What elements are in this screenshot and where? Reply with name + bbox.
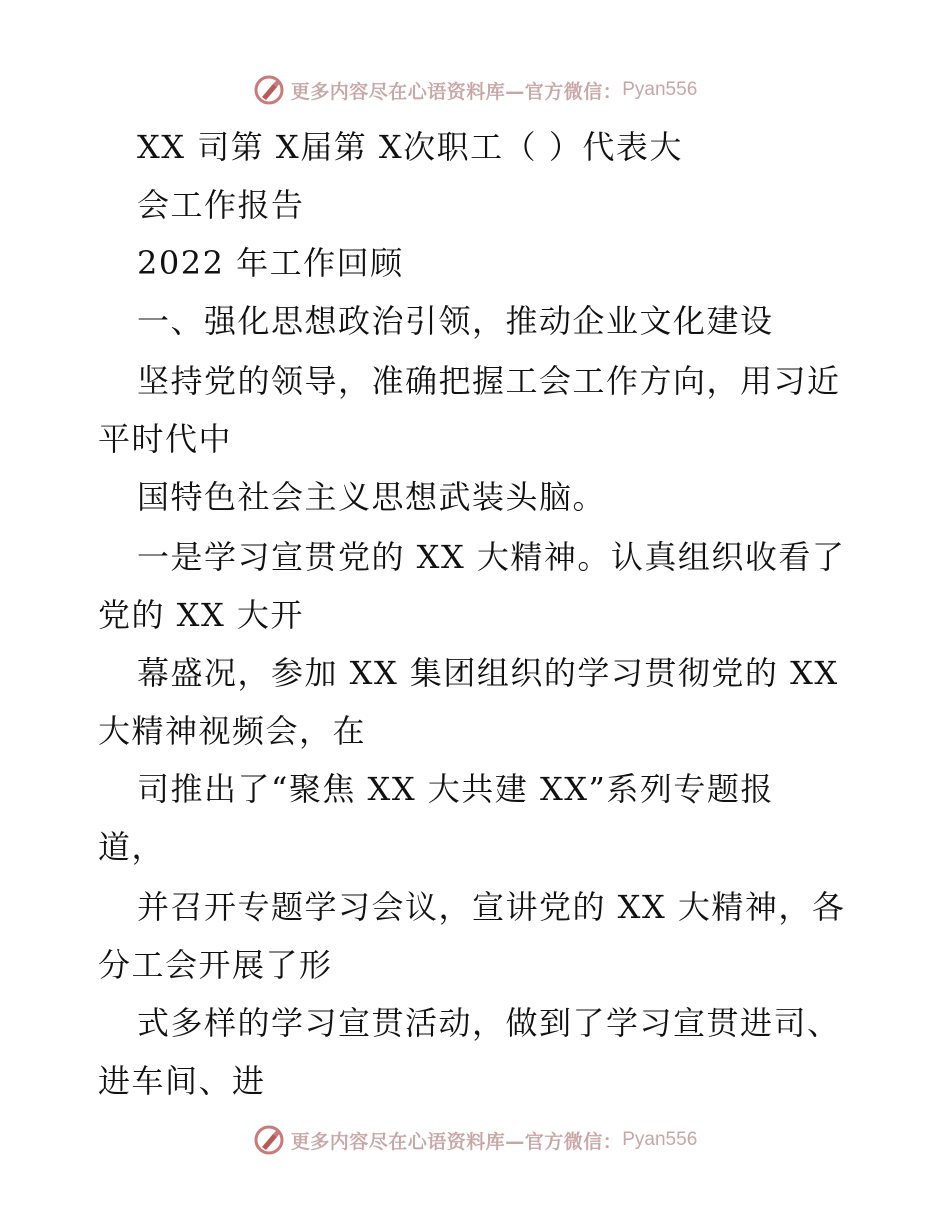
watermark-header [0,70,950,110]
watermark-id: Pyan556 [622,79,698,100]
paragraph-line: 并召开专题学习会议，宣讲党的 XX 大精神，各 [137,888,846,926]
paragraph-line: 道， [98,828,166,866]
subsection-heading: 一、强化思想政治引领，推动企业文化建设 [137,302,774,340]
watermark-footer [0,1120,950,1160]
paragraph-line: 一是学习宣贯党的 XX 大精神。认真组织收看了 [137,538,846,576]
paragraph-line: 进车间、进 [98,1062,266,1100]
watermark-id: Pyan556 [622,1129,698,1150]
paragraph-line: 国特色社会主义思想武装头脑。 [137,478,607,516]
paragraph-line: 平时代中 [98,420,233,458]
title-line-1: XX 司第 X届第 X次职工（ ）代表大 [137,128,683,166]
paragraph-line: 坚持党的领导，准确把握工会工作方向，用习近 [137,362,841,400]
title-line-2: 会工作报告 [137,186,305,224]
section-heading: 2022 年工作回顾 [137,244,404,282]
paragraph-line: 幕盛况，参加 XX 集团组织的学习贯彻党的 XX [137,654,839,692]
paragraph-line: 式多样的学习宣贯活动，做到了学习宣贯进司、 [137,1004,841,1042]
pen-nib-circle-icon [253,74,285,106]
watermark-text: 更多内容尽在心语资料库—官方微信： [290,80,623,103]
paragraph-line: 党的 XX 大开 [98,596,304,634]
paragraph-line: 分工会开展了形 [98,946,333,984]
pen-nib-circle-icon [253,1124,285,1156]
watermark-text: 更多内容尽在心语资料库—官方微信： [290,1130,623,1153]
paragraph-line: 司推出了“聚焦 XX 大共建 XX”系列专题报 [137,770,774,808]
paragraph-line: 大精神视频会，在 [98,712,367,750]
